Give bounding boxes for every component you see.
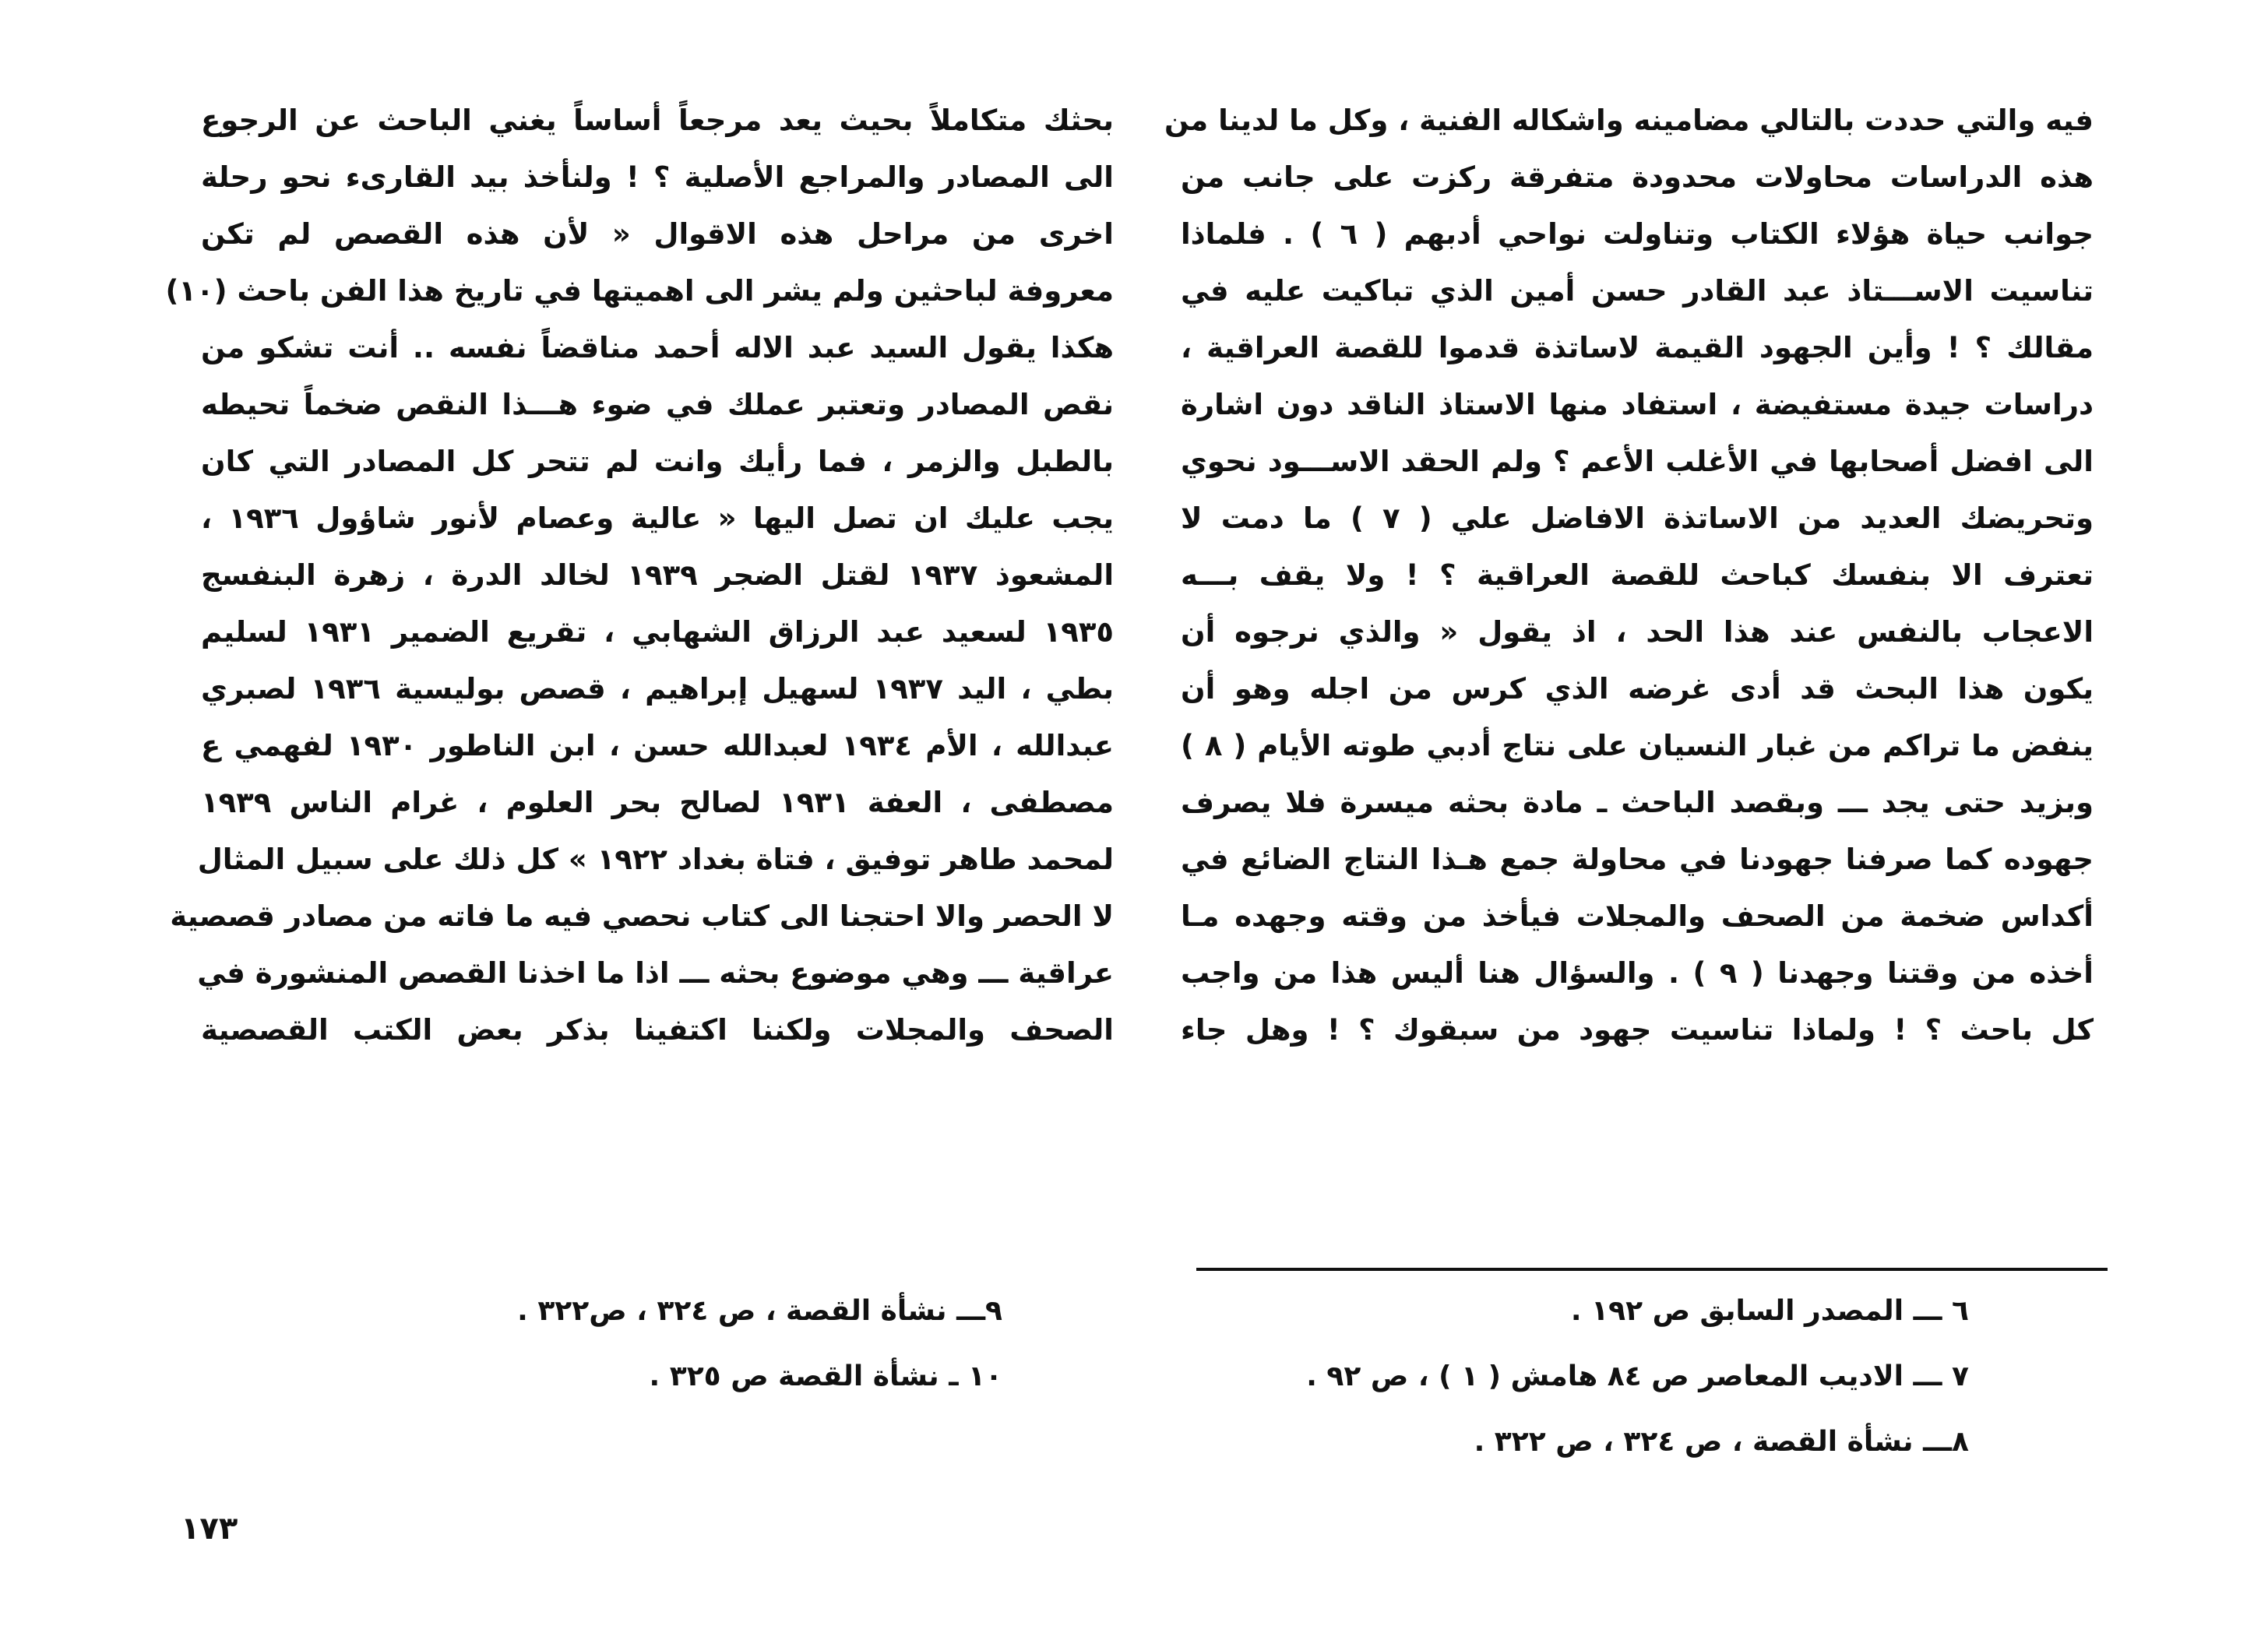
text-line: هذه الدراسات محاولات محدودة متفرقة ركزت على جانب من <box>1181 160 2094 194</box>
text-line: لمحمد طاهر توفيق ، فتاة بغداد ١٩٢٢ » كل ذلك على سبيل المثال <box>197 843 1114 876</box>
page-number: ١٧٣ <box>181 1511 238 1547</box>
text-line: يجب عليك ان تصل اليها « عالية وعصام لأنور شاؤول ١٩٣٦ ، <box>201 502 1115 535</box>
right-text-column <box>1164 92 2094 1058</box>
text-line: الى افضل أصحابها في الأغلب الأعم ؟ ولم الحقد الاســـود نحوي <box>1181 445 2094 478</box>
left-text-column <box>165 92 1115 1058</box>
text-line: الصحف والمجلات ولكننا اكتفينا بذكر بعض الكتب القصصية <box>201 1013 1114 1047</box>
text-line: هكذا يقول السيد عبد الاله أحمد مناقضاً نفسه .. أنت تشكو من <box>201 331 1114 364</box>
text-line: بالطبل والزمر ، فما رأيك وانت لم تتحر كل المصادر التي كان <box>201 445 1114 478</box>
text-line: جهوده كما صرفنا جهودنا في محاولة جمع هـذا النتاج الضائع في <box>1181 843 2094 876</box>
text-line: الى المصادر والمراجع الأصلية ؟ ! ولنأخذ بيد القارىء نحو رحلة <box>201 160 1114 194</box>
footnote-divider <box>1196 1268 2108 1271</box>
text-line: معروفة لباحثين ولم يشر الى اهميتها في تاريخ هذا الفن باحث (١٠) <box>165 274 1114 308</box>
text-line: ١٩٣٥ لسعيد عبد الرزاق الشهابي ، تقريع الضمير ١٩٣١ لسليم <box>201 615 1114 649</box>
text-line: دراسات جيدة مستفيضة ، استفاد منها الاستاذ الناقد دون اشارة <box>1181 388 2094 421</box>
footnote-8: ٨ـــ نشأة القصة ، ص ٣٢٤ ، ص ٣٢٢ . <box>1474 1426 1969 1458</box>
text-line: يكون هذا البحث قد أدى غرضه الذي كرس من اجله وهو أن <box>1181 672 2094 706</box>
text-line: تعترف الا بنفسك كباحث للقصة العراقية ؟ ! ولا يقف بـــه <box>1181 558 2094 592</box>
text-line: نقص المصادر وتعتبر عملك في ضوء هـــذا النقص ضخماً تحيطه <box>201 388 1114 421</box>
footnote-10: ١٠ ـ نشأة القصة ص ٣٢٥ . <box>649 1360 1002 1392</box>
text-line: عراقية ـــ وهي موضوع بحثه ـــ اذا ما اخذنا القصص المنشورة في <box>197 956 1114 990</box>
text-line: أكداس ضخمة من الصحف والمجلات فيأخذ من وقته وجهده مـا <box>1181 899 2094 933</box>
text-line: وبزيد حتى يجد ـــ وبقصد الباحث ـ مادة بحثه ميسرة فلا يصرف <box>1181 786 2094 819</box>
text-line: عبدالله ، الأم ١٩٣٤ لعبدالله حسن ، ابن الناطور ١٩٣٠ لفهمي ع <box>201 729 1115 762</box>
text-line: كل باحث ؟ ! ولماذا تناسيت جهود من سبقوك ؟ ! وهل جاء <box>1181 1013 2094 1047</box>
text-line: بحثك متكاملاً بحيث يعد مرجعاً أساساً يغني الباحث عن الرجوع <box>201 104 1114 137</box>
text-line: مصطفى ، العفة ١٩٣١ لصالح بحر العلوم ، غرام الناس ١٩٣٩ <box>201 786 1115 819</box>
text-line: اخرى من مراحل هذه الاقوال « لأن هذه القصص لم تكن <box>201 217 1114 251</box>
text-line: لا الحصر والا احتجنا الى كتاب نحصي فيه ما فاته من مصادر قصصية <box>170 899 1114 933</box>
text-line: تناسيت الاســـتاذ عبد القادر حسن أمين الذي تباكيت عليه في <box>1181 274 2094 308</box>
footnote-7: ٧ ـــ الاديب المعاصر ص ٨٤ هامش ( ١ ) ، ص ٩٢ . <box>1306 1360 1969 1392</box>
text-line: الاعجاب بالنفس عند هذا الحد ، اذ يقول « والذي نرجوه أن <box>1181 615 2094 649</box>
text-line: فيه والتي حددت بالتالي مضامينه واشكاله الفنية ، وكل ما لدينا من <box>1164 104 2094 137</box>
footnote-9: ٩ـــ نشأة القصة ، ص ٣٢٤ ، ص٣٢٢ . <box>517 1295 1002 1327</box>
text-line: أخذه من وقتنا وجهدنا ( ٩ ) . والسؤال هنا أليس هذا من واجب <box>1181 956 2094 990</box>
footnote-6: ٦ ـــ المصدر السابق ص ١٩٢ . <box>1570 1295 1969 1327</box>
text-line: بطي ، اليد ١٩٣٧ لسهيل إبراهيم ، قصص بوليسية ١٩٣٦ لصبري <box>201 672 1115 706</box>
text-line: جوانب حياة هؤلاء الكتاب وتناولت نواحي أدبهم ( ٦ ) . فلماذا <box>1181 217 2094 251</box>
text-line: مقالك ؟ ! وأين الجهود القيمة لاساتذة قدموا للقصة العراقية ، <box>1181 331 2094 364</box>
text-line: وتحريضك العديد من الاساتذة الافاضل علي ( ٧ ) ما دمت لا <box>1181 502 2094 535</box>
text-line: المشعوذ ١٩٣٧ لقتل الضجر ١٩٣٩ لخالد الدرة ، زهرة البنفسج <box>201 558 1114 592</box>
text-line: ينفض ما تراكم من غبار النسيان على نتاج أدبي طوته الأيام ( ٨ ) <box>1181 729 2094 762</box>
